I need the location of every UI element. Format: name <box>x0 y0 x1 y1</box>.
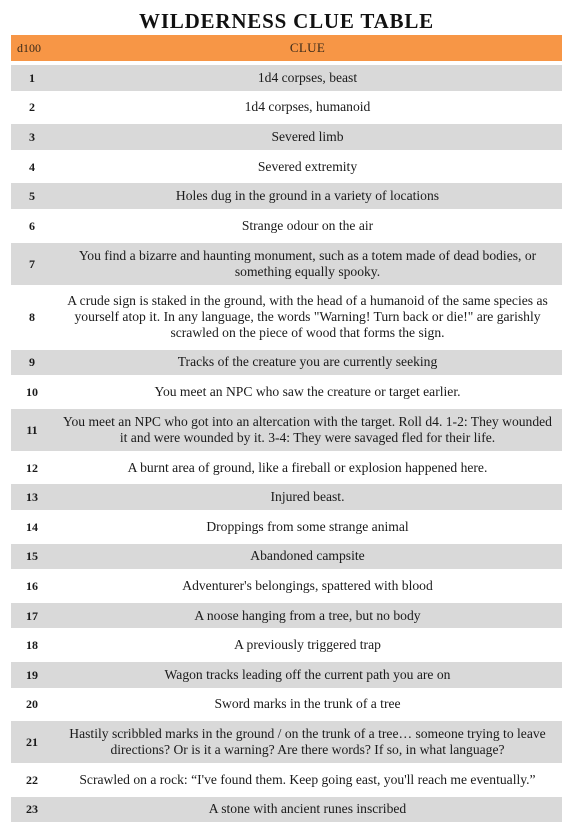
table-row <box>11 603 562 629</box>
clue-text: A burnt area of ground, like a fireball or explosion happened here. <box>53 455 562 481</box>
roll-number: 20 <box>11 692 53 718</box>
roll-number: 23 <box>11 797 53 823</box>
clue-text: Droppings from some strange animal <box>53 514 562 540</box>
roll-number: 4 <box>11 154 53 180</box>
roll-number: 7 <box>11 243 53 285</box>
clue-text: Injured beast. <box>53 484 562 510</box>
roll-number: 14 <box>11 514 53 540</box>
clue-table <box>11 31 562 826</box>
table-row <box>11 65 562 91</box>
roll-number: 21 <box>11 721 53 763</box>
clue-text: Abandoned campsite <box>53 544 562 570</box>
clue-text: You meet an NPC who saw the creature or target earlier. <box>53 379 562 405</box>
table-row <box>11 455 562 481</box>
table-row <box>11 721 562 763</box>
clue-text: Holes dug in the ground in a variety of locations <box>53 183 562 209</box>
clue-column-header: CLUE <box>53 35 562 61</box>
roll-number: 1 <box>11 65 53 91</box>
clue-text: Strange odour on the air <box>53 213 562 239</box>
table-row <box>11 632 562 658</box>
clue-text: You find a bizarre and haunting monument, such as a totem made of dead bodies, or something equally spooky. <box>53 243 562 285</box>
page-title: WILDERNESS CLUE TABLE <box>139 9 434 33</box>
clue-text: Severed limb <box>53 124 562 150</box>
table-row <box>11 544 562 570</box>
clue-text: Sword marks in the trunk of a tree <box>53 692 562 718</box>
clue-text: You meet an NPC who got into an altercation with the target. Roll d4. 1-2: They wounded it and were wounded by it. 3-4: They were savaged fled for their life. <box>53 409 562 451</box>
clue-text: A noose hanging from a tree, but no body <box>53 603 562 629</box>
roll-number: 9 <box>11 350 53 376</box>
table-row <box>11 213 562 239</box>
roll-number: 13 <box>11 484 53 510</box>
clue-text: Tracks of the creature you are currently seeking <box>53 350 562 376</box>
roll-number: 10 <box>11 379 53 405</box>
table-row <box>11 797 562 823</box>
roll-number: 22 <box>11 767 53 793</box>
table-row <box>11 573 562 599</box>
table-row <box>11 514 562 540</box>
table-row <box>11 124 562 150</box>
roll-number: 2 <box>11 95 53 121</box>
roll-number: 17 <box>11 603 53 629</box>
clue-text: Hastily scribbled marks in the ground / on the trunk of a tree… someone trying to leave directions? Or is it a warning? Are there words? If so, in what language? <box>53 721 562 763</box>
table-row <box>11 289 562 346</box>
roll-number: 5 <box>11 183 53 209</box>
table-row <box>11 484 562 510</box>
roll-number: 3 <box>11 124 53 150</box>
roll-number: 11 <box>11 409 53 451</box>
table-row <box>11 692 562 718</box>
roll-number: 8 <box>11 289 53 346</box>
table-row <box>11 350 562 376</box>
clue-text: Scrawled on a rock: “I've found them. Keep going east, you'll reach me eventually.” <box>53 767 562 793</box>
clue-text: A previously triggered trap <box>53 632 562 658</box>
table-row <box>11 379 562 405</box>
roll-number: 6 <box>11 213 53 239</box>
roll-number: 15 <box>11 544 53 570</box>
clue-text: Severed extremity <box>53 154 562 180</box>
table-row <box>11 662 562 688</box>
roll-number: 16 <box>11 573 53 599</box>
table-row <box>11 95 562 121</box>
table-row <box>11 154 562 180</box>
roll-number: 12 <box>11 455 53 481</box>
roll-number: 19 <box>11 662 53 688</box>
clue-text: 1d4 corpses, humanoid <box>53 95 562 121</box>
roll-number: 18 <box>11 632 53 658</box>
clue-text: 1d4 corpses, beast <box>53 65 562 91</box>
table-row <box>11 183 562 209</box>
table-header-row <box>11 35 562 61</box>
table-row <box>11 243 562 285</box>
clue-text: Adventurer's belongings, spattered with blood <box>53 573 562 599</box>
clue-text: Wagon tracks leading off the current path you are on <box>53 662 562 688</box>
clue-text: A stone with ancient runes inscribed <box>53 797 562 823</box>
roll-column-header: d100 <box>11 35 53 61</box>
table-row <box>11 767 562 793</box>
table-row <box>11 409 562 451</box>
clue-text: A crude sign is staked in the ground, with the head of a humanoid of the same species as yourself atop it. In any language, the words "Warning! Turn back or die!" are garishly scrawled on the piece of wood that forms the sign. <box>53 289 562 346</box>
